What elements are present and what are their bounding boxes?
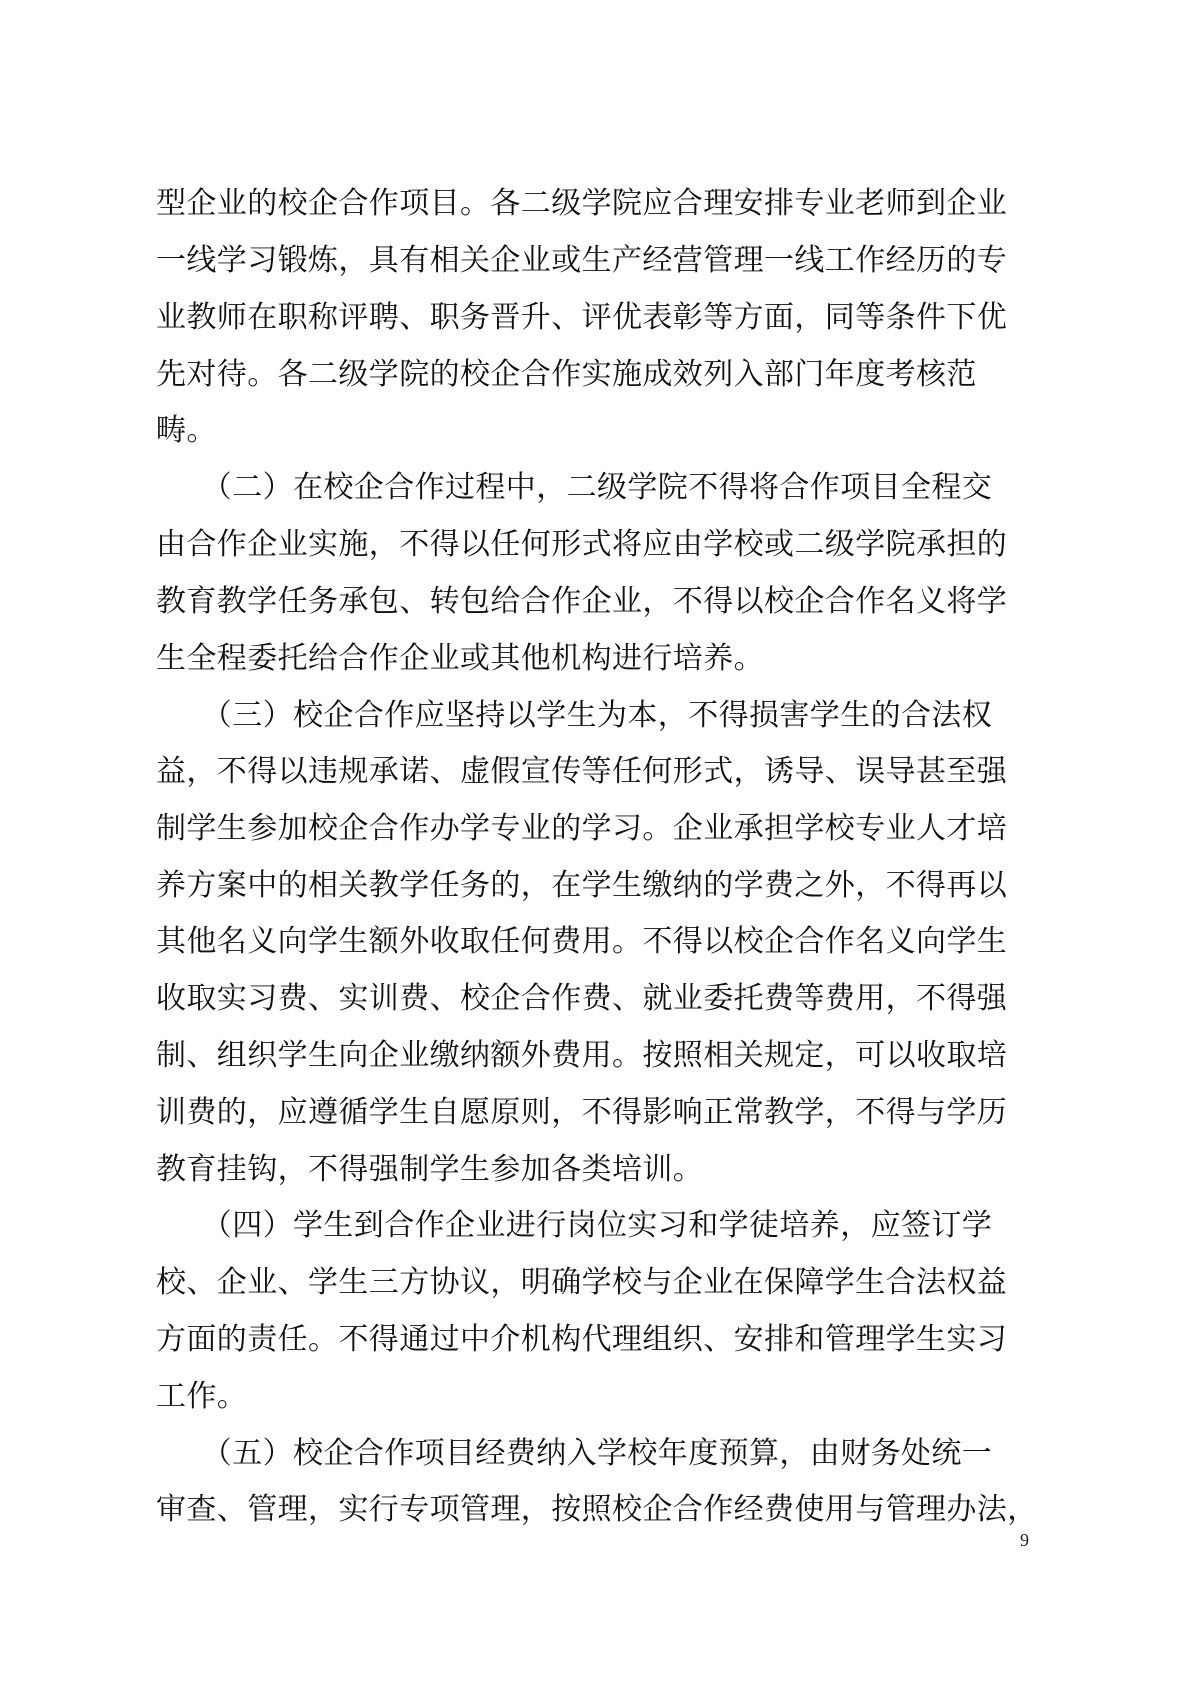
text-line: 生全程委托给合作企业或其他机构进行培养。 [156,641,764,676]
text-line: 收取实习费、实训费、校企合作费、就业委托费等费用，不得强 [156,981,1008,1016]
text-line: 型企业的校企合作项目。各二级学院应合理安排专业老师到企业 [156,186,1008,221]
text-line: 业教师在职称评聘、职务晋升、评优表彰等方面，同等条件下优 [156,300,1008,335]
text-line: 益，不得以违规承诺、虚假宣传等任何形式，诱导、误导甚至强 [156,754,1008,789]
text-line: （四）学生到合作企业进行岗位实习和学徒培养，应签订学 [156,1208,993,1243]
text-line: 制学生参加校企合作办学专业的学习。企业承担学校专业人才培 [156,811,1008,846]
text-line: 由合作企业实施，不得以任何形式将应由学校或二级学院承担的 [156,527,1008,562]
text-line: 校、企业、学生三方协议，明确学校与企业在保障学生合法权益 [156,1265,1008,1300]
text-line: 制、组织学生向企业缴纳额外费用。按照相关规定，可以收取培 [156,1038,1008,1073]
text-line: 训费的，应遵循学生自愿原则，不得影响正常教学，不得与学历 [156,1095,1008,1130]
text-line: （五）校企合作项目经费纳入学校年度预算，由财务处统一 [156,1436,993,1471]
text-line: 先对待。各二级学院的校企合作实施成效列入部门年度考核范 [156,357,977,392]
text-line: 教育教学任务承包、转包给合作企业，不得以校企合作名义将学 [156,584,1008,619]
text-line: 教育挂钩，不得强制学生参加各类培训。 [156,1152,704,1187]
text-line: 养方案中的相关教学任务的，在学生缴纳的学费之外，不得再以 [156,868,1008,903]
text-line: 工作。 [156,1379,248,1414]
text-line: 畴。 [156,413,217,448]
text-line: 其他名义向学生额外收取任何费用。不得以校企合作名义向学生 [156,924,1008,959]
text-line: （二）在校企合作过程中，二级学院不得将合作项目全程交 [156,470,993,505]
text-line: 一线学习锻炼，具有相关企业或生产经营管理一线工作经历的专 [156,243,1008,278]
text-line: 方面的责任。不得通过中介机构代理组织、安排和管理学生实习 [156,1322,1008,1357]
text-line: （三）校企合作应坚持以学生为本，不得损害学生的合法权 [156,698,993,733]
text-line: 审查、管理，实行专项管理，按照校企合作经费使用与管理办法， [156,1492,1038,1527]
page-number: 9 [1020,1530,1029,1550]
